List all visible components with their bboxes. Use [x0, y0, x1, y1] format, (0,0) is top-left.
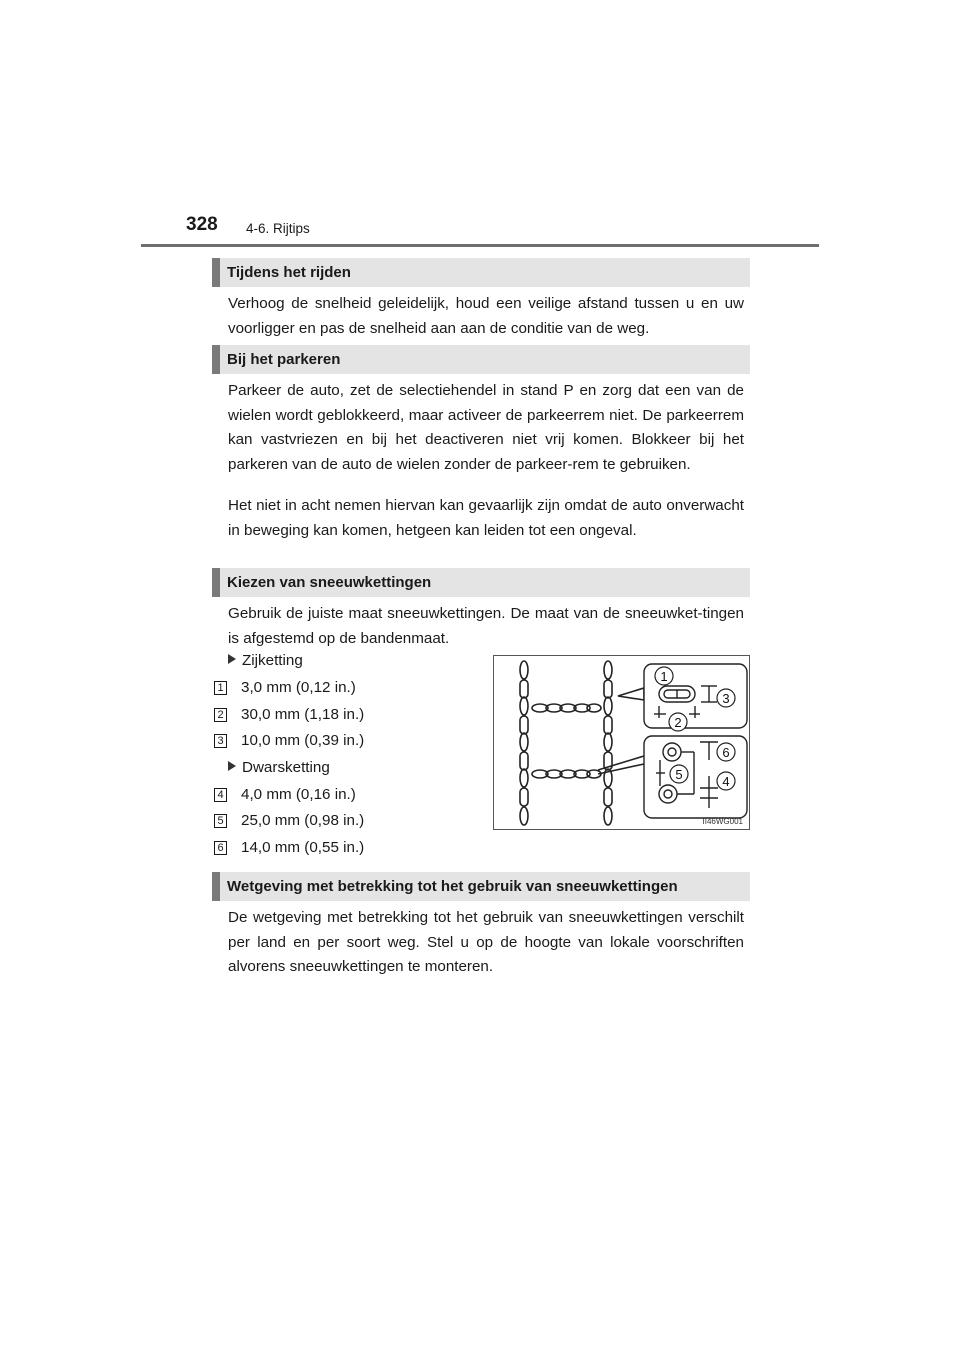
figure-code: II46WG001	[702, 817, 743, 826]
callout-5	[670, 765, 688, 783]
upper-cross-chain	[532, 704, 601, 712]
heading-chains: Kiezen van sneeuwkettingen	[212, 568, 750, 597]
triangle-bullet-icon	[228, 654, 236, 664]
paragraph-parking-1: Parkeer de auto, zet de selectiehendel in stand P en zorg dat een van de wielen wordt geblokkeerd, maar activeer de parkeerrem niet. De parkeerrem kan vastvriezen en bij het deactiveren niet vrij komen. Blokkeer bij het parkeren van de auto de wielen zonder de parkeer-rem te gebruiken.	[228, 382, 744, 473]
spec-item-4: 4 4,0 mm (0,16 in.)	[214, 786, 356, 803]
heading-legislation: Wetgeving met betrekking tot het gebruik van sneeuwkettingen	[212, 872, 750, 901]
section-reference: 4-6. Rijtips	[246, 221, 310, 236]
spec-item-5: 5 25,0 mm (0,98 in.)	[214, 812, 364, 829]
paragraph-driving: Verhoog de snelheid geleidelijk, houd een veilige afstand tussen u en uw voorligger en pas de snelheid aan aan de conditie van de weg.	[228, 295, 744, 337]
callout-2	[669, 713, 687, 731]
svg-text:2: 2	[674, 715, 682, 730]
svg-text:1: 1	[660, 669, 668, 684]
left-side-chain	[520, 661, 528, 825]
cross-chain-label: Dwarsketting	[228, 759, 330, 776]
callout-4	[717, 772, 735, 790]
triangle-bullet-icon	[228, 761, 236, 771]
svg-text:6: 6	[722, 745, 730, 760]
snow-chain-illustration	[493, 655, 750, 830]
right-side-chain	[604, 661, 612, 825]
svg-text:3: 3	[722, 691, 730, 706]
chain-drawing	[494, 656, 751, 831]
callout-6	[717, 743, 735, 761]
spec-item-3: 3 10,0 mm (0,39 in.)	[214, 732, 364, 749]
page-number: 328	[186, 214, 218, 235]
callout-3	[717, 689, 735, 707]
paragraph-chains: Gebruik de juiste maat sneeuwkettingen. De maat van de sneeuwket-tingen is afgestemd op de bandenmaat.	[228, 605, 744, 647]
callout-1	[655, 667, 673, 685]
spec-item-2: 2 30,0 mm (1,18 in.)	[214, 706, 364, 723]
header-divider	[141, 244, 819, 247]
paragraph-legislation: De wetgeving met betrekking tot het gebruik van sneeuwkettingen verschilt per land en per soort weg. Stel u op de hoogte van lokale voorschriften alvorens sneeuwkettingen te monteren.	[228, 909, 744, 976]
paragraph-parking-2: Het niet in acht nemen hiervan kan gevaarlijk zijn omdat de auto onverwacht in beweging kan komen, hetgeen kan leiden tot een ongeval.	[228, 497, 744, 539]
heading-parking: Bij het parkeren	[212, 345, 750, 374]
spec-item-6: 6 14,0 mm (0,55 in.)	[214, 839, 364, 856]
lower-cross-chain	[532, 770, 601, 778]
svg-text:4: 4	[722, 774, 730, 789]
svg-text:5: 5	[675, 767, 683, 782]
side-chain-label: Zijketting	[228, 652, 303, 669]
heading-driving: Tijdens het rijden	[212, 258, 750, 287]
spec-item-1: 1 3,0 mm (0,12 in.)	[214, 679, 356, 696]
